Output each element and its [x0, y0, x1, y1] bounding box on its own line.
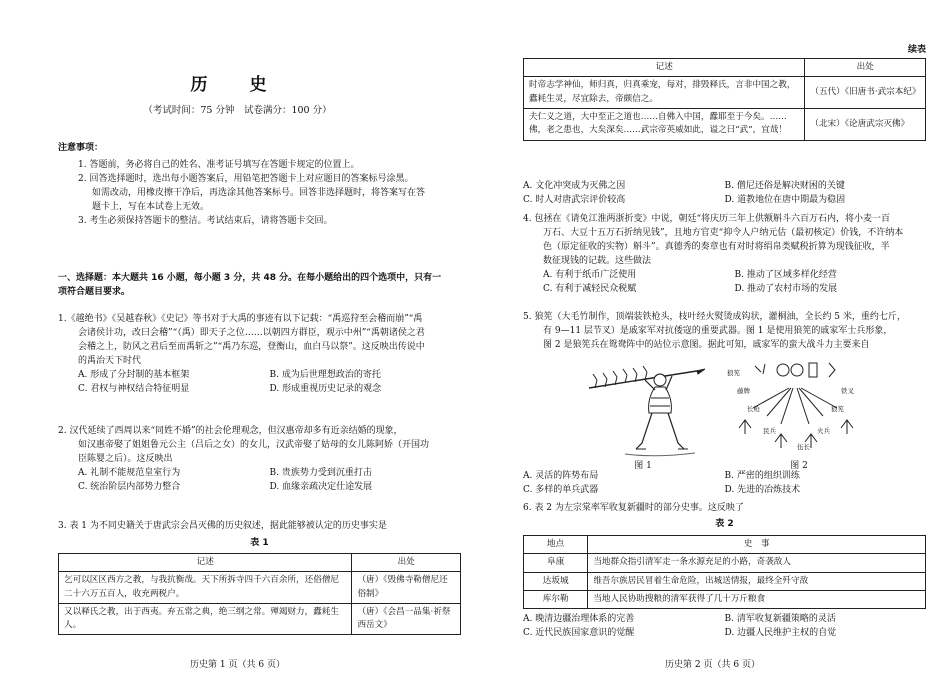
- option-c[interactable]: C. 君权与神权结合特征明显: [78, 383, 190, 394]
- table-row: [524, 108, 926, 140]
- question-line: 图 2 是狼筅兵在鸳鸯阵中的站位示意图。据此可知，戚家军的蛮大战斗力主要来自: [543, 339, 870, 350]
- options: [523, 269, 926, 297]
- question-line: 2. 汉代延续了西周以来“同姓不婚”的社会伦理观念，但汉惠帝却多有近亲结婚的现象，: [58, 426, 403, 436]
- figure-2-label: 狼筅: [727, 369, 740, 377]
- table-1: [58, 553, 461, 636]
- question-line: 有 9—11 层节叉）是戚家军对抗倭寇的重要武器。图 1 是使用狼筅的戚家军士兵形象，: [543, 325, 893, 336]
- figure-1-caption: 图 1: [634, 461, 652, 471]
- question-6: [523, 502, 926, 641]
- option-a[interactable]: A. 形成了分封制的基本框架: [78, 369, 190, 380]
- notice-item: 1. 答题前，务必将自己的姓名、准考证号填写在答题卡规定的位置上。: [78, 159, 360, 170]
- section-heading: [58, 272, 461, 300]
- option-b[interactable]: B. 贵族势力受到沉重打击: [269, 467, 372, 478]
- table-cell: 达坂城: [524, 572, 588, 590]
- figure-2-caption: 图 2: [790, 461, 808, 471]
- exam-subtitle: （考试时间：75 分钟 试卷满分：100 分）: [143, 105, 332, 116]
- continued-label: 续表: [907, 45, 926, 55]
- option-c[interactable]: C. 近代民族国家意识的觉醒: [523, 628, 635, 639]
- question-5: [523, 311, 926, 353]
- table-cell: （唐）《会昌一品集·祈祭西岳文》: [352, 603, 461, 635]
- table-cell: 当地群众指引清军走一条水源充足的小路，奇袭敌人: [588, 554, 926, 572]
- notice-item: 2. 回答选择题时，选出每小题答案后，用铅笔把答题卡上对应题目的答案标号涂黑。: [78, 173, 414, 184]
- option-c[interactable]: C. 多样的单兵武器: [523, 484, 599, 495]
- options: [523, 470, 926, 498]
- option-c[interactable]: C. 有利于减轻民众税赋: [543, 283, 637, 294]
- table-2: [523, 535, 926, 609]
- exam-title: 历 史: [190, 75, 285, 95]
- figure-2-label: 火兵: [817, 427, 830, 435]
- question-line: 色（原定征收的实物）斛斗”。真德秀的奏章也有对时将绢帛类赋税折算为现钱征收，半: [543, 241, 890, 252]
- notice-title: 注意事项：: [58, 143, 104, 153]
- question-line: 5. 狼筅（大毛竹制作，顶端装铁枪头，枝叶经火熨烫成钩状，灌桐油，全长约 5 米，重约七斤，: [523, 312, 906, 322]
- table-cell: 当地人民协助搜粮的清军获得了几十万斤粮食: [588, 590, 926, 608]
- figure-2-label: 民兵: [763, 427, 776, 435]
- table-cell: （北宋）《论唐武宗灭佛》: [805, 108, 926, 140]
- options: [523, 180, 926, 208]
- figure-2-label: 伍长: [797, 443, 810, 451]
- option-b[interactable]: B. 成为后世理想政治的寄托: [269, 369, 381, 380]
- question-line: 臣陈婴之后）。这反映出: [78, 453, 173, 464]
- right-page: [475, 0, 950, 695]
- options: [58, 467, 461, 495]
- section-heading-line: 项符合题目要求。: [58, 286, 131, 297]
- option-d[interactable]: D. 先进的冶炼技术: [724, 484, 801, 495]
- table-row: [524, 554, 926, 572]
- question-line: 6. 表 2 为左宗棠率军收复新疆时的部分史事。这反映了: [523, 503, 744, 513]
- question-5-options: [523, 470, 926, 498]
- table-row: [524, 590, 926, 608]
- page-footer: 历史第 1 页（共 6 页）: [190, 660, 285, 671]
- notice-item: 如需改动，用橡皮擦干净后，再选涂其他答案标号。回答非选择题时，将答案写在答: [92, 187, 426, 198]
- option-d[interactable]: D. 道教地位在唐中期最为稳固: [724, 194, 846, 205]
- question-line: 如汉惠帝娶了姐姐鲁元公主（吕后之女）的女儿，汉武帝娶了姑母的女儿陈阿娇（开国功: [78, 439, 430, 450]
- figure-2-formation-diagram: [725, 358, 865, 463]
- figure-2-label: 长枪: [747, 405, 760, 413]
- question-4: [523, 213, 926, 297]
- table-header: 记述: [524, 59, 805, 77]
- question-3-options: [523, 180, 926, 208]
- table-cell: 乞可以区区西方之教，与我抗衡哉。天下所拆寺四千六百余所，还俗僧尼二十六万五百人，收充两税户。: [59, 572, 352, 604]
- option-b[interactable]: B. 清军收复新疆策略的灵活: [724, 614, 836, 625]
- section-heading-line: 一、选择题：本大题共 16 小题，每小题 3 分，共 48 分。在每小题给出的四个选项中，只有一: [58, 273, 442, 283]
- option-a[interactable]: A. 文化冲突成为灭佛之因: [523, 181, 626, 191]
- question-line: 数征现钱的记载。这些做法: [543, 255, 652, 266]
- option-d[interactable]: D. 推动了农村市场的发展: [734, 283, 838, 294]
- question-3: [58, 520, 461, 635]
- table-caption: 表 1: [250, 537, 269, 548]
- table-row: [59, 603, 461, 635]
- option-b[interactable]: B. 僧尼还俗是解决财困的关键: [724, 181, 845, 191]
- option-a[interactable]: A. 灵活的阵势布局: [523, 471, 599, 481]
- table-caption: 表 2: [715, 518, 734, 529]
- table-1-continued-wrap: [523, 58, 926, 141]
- table-cell: 库尔勒: [524, 590, 588, 608]
- option-a[interactable]: A. 晚清边疆治理体系的完善: [523, 614, 635, 625]
- question-line: 3. 表 1 为不同史籍关于唐武宗会昌灭佛的历史叙述，据此能够被认定的历史事实是: [58, 521, 387, 531]
- table-1-continued: [523, 58, 926, 141]
- notice-item: 3. 考生必须保持答题卡的整洁。考试结束后，请将答题卡交回。: [78, 215, 333, 226]
- table-cell: 维吾尔族居民冒着生命危险，出城送情报，最终全歼守敌: [588, 572, 926, 590]
- table-header: 地点: [524, 535, 588, 553]
- option-c[interactable]: C. 统治阶层内部势力整合: [78, 481, 181, 492]
- question-line: 会诸侯计功，改曰会稽”“（禹）即天子之位……以朝四方群臣，观示中州”“禹朝诸侯之君: [78, 327, 425, 338]
- option-c[interactable]: C. 时人对唐武宗评价较高: [523, 194, 626, 205]
- figure-2-label: 铁叉: [841, 387, 854, 395]
- notice-item: 题卡上，写在本试卷上无效。: [92, 201, 210, 212]
- figure-2-label: 狼筅: [831, 405, 844, 413]
- option-a[interactable]: A. 有利于纸币广泛使用: [543, 269, 637, 280]
- table-header: 记述: [59, 553, 352, 571]
- question-2: [58, 425, 461, 495]
- table-cell: 夫仁义之道，大中至正之道也……自佛入中国，蠹耶至于今矣。……佛，老之患也，大矣深矣……武宗帝英威如此，谥之曰“武”，宜哉！: [524, 108, 805, 140]
- figure-1-soldier-illustration: [585, 358, 705, 463]
- table-cell: 时帝志学神仙，师归真，归真乘宠，每对，排毁释氏，言非中国之教，蠹耗生灵，尽宜除去，帝颇信之。: [524, 77, 805, 109]
- question-line: 的禹治天下时代: [78, 355, 142, 366]
- table-row: [524, 572, 926, 590]
- options: [58, 369, 461, 397]
- question-line: 4. 包拯在《请免江淮两浙折变》中说，朝廷“将庆历三年上供额斛斗六百万石内，将小麦一百: [523, 214, 891, 224]
- option-d[interactable]: D. 血缘亲疏决定仕途发展: [269, 481, 373, 492]
- option-d[interactable]: D. 形成重视历史记录的观念: [269, 383, 382, 394]
- table-cell: 又以释氏之教，出于西夷。弃五常之典，绝三纲之常。殚竭财力，蠹耗生人。: [59, 603, 352, 635]
- table-header: 出处: [352, 553, 461, 571]
- question-1: [58, 313, 461, 397]
- table-cell: （唐）《毁佛寺勒僧尼还俗制》: [352, 572, 461, 604]
- table-header: 出处: [805, 59, 926, 77]
- figure-2-label: 藤牌: [737, 387, 750, 395]
- question-line: 1.《越绝书》《吴越春秋》《史记》等书对于大禹的事迹有以下记载：“禹巡狩至会稽而崩”“禹: [58, 314, 423, 324]
- options: [523, 613, 926, 641]
- table-cell: 阜康: [524, 554, 588, 572]
- page-footer: 历史第 2 页（共 6 页）: [665, 660, 760, 671]
- table-row: [59, 572, 461, 604]
- option-a[interactable]: A. 礼制不能规范皇室行为: [78, 467, 181, 478]
- option-b[interactable]: B. 严密的组织训练: [724, 471, 800, 481]
- table-header: 史 事: [588, 535, 926, 553]
- option-d[interactable]: D. 边疆人民维护主权的自觉: [724, 628, 837, 639]
- question-line: 万石、大豆十五万石折纳见钱”，且地方官吏“抑令人户纳元估（最初核定）价钱，不许纳本: [543, 227, 904, 238]
- table-cell: （五代）《旧唐书·武宗本纪》: [805, 77, 926, 109]
- option-b[interactable]: B. 推动了区域多样化经营: [734, 269, 837, 280]
- table-row: [524, 77, 926, 109]
- question-line: 会稽之上，防风之君后至而禹斩之”“禹乃东巡，登衡山，血白马以祭”。这反映出传说中: [78, 341, 425, 352]
- notice-block: [58, 142, 461, 229]
